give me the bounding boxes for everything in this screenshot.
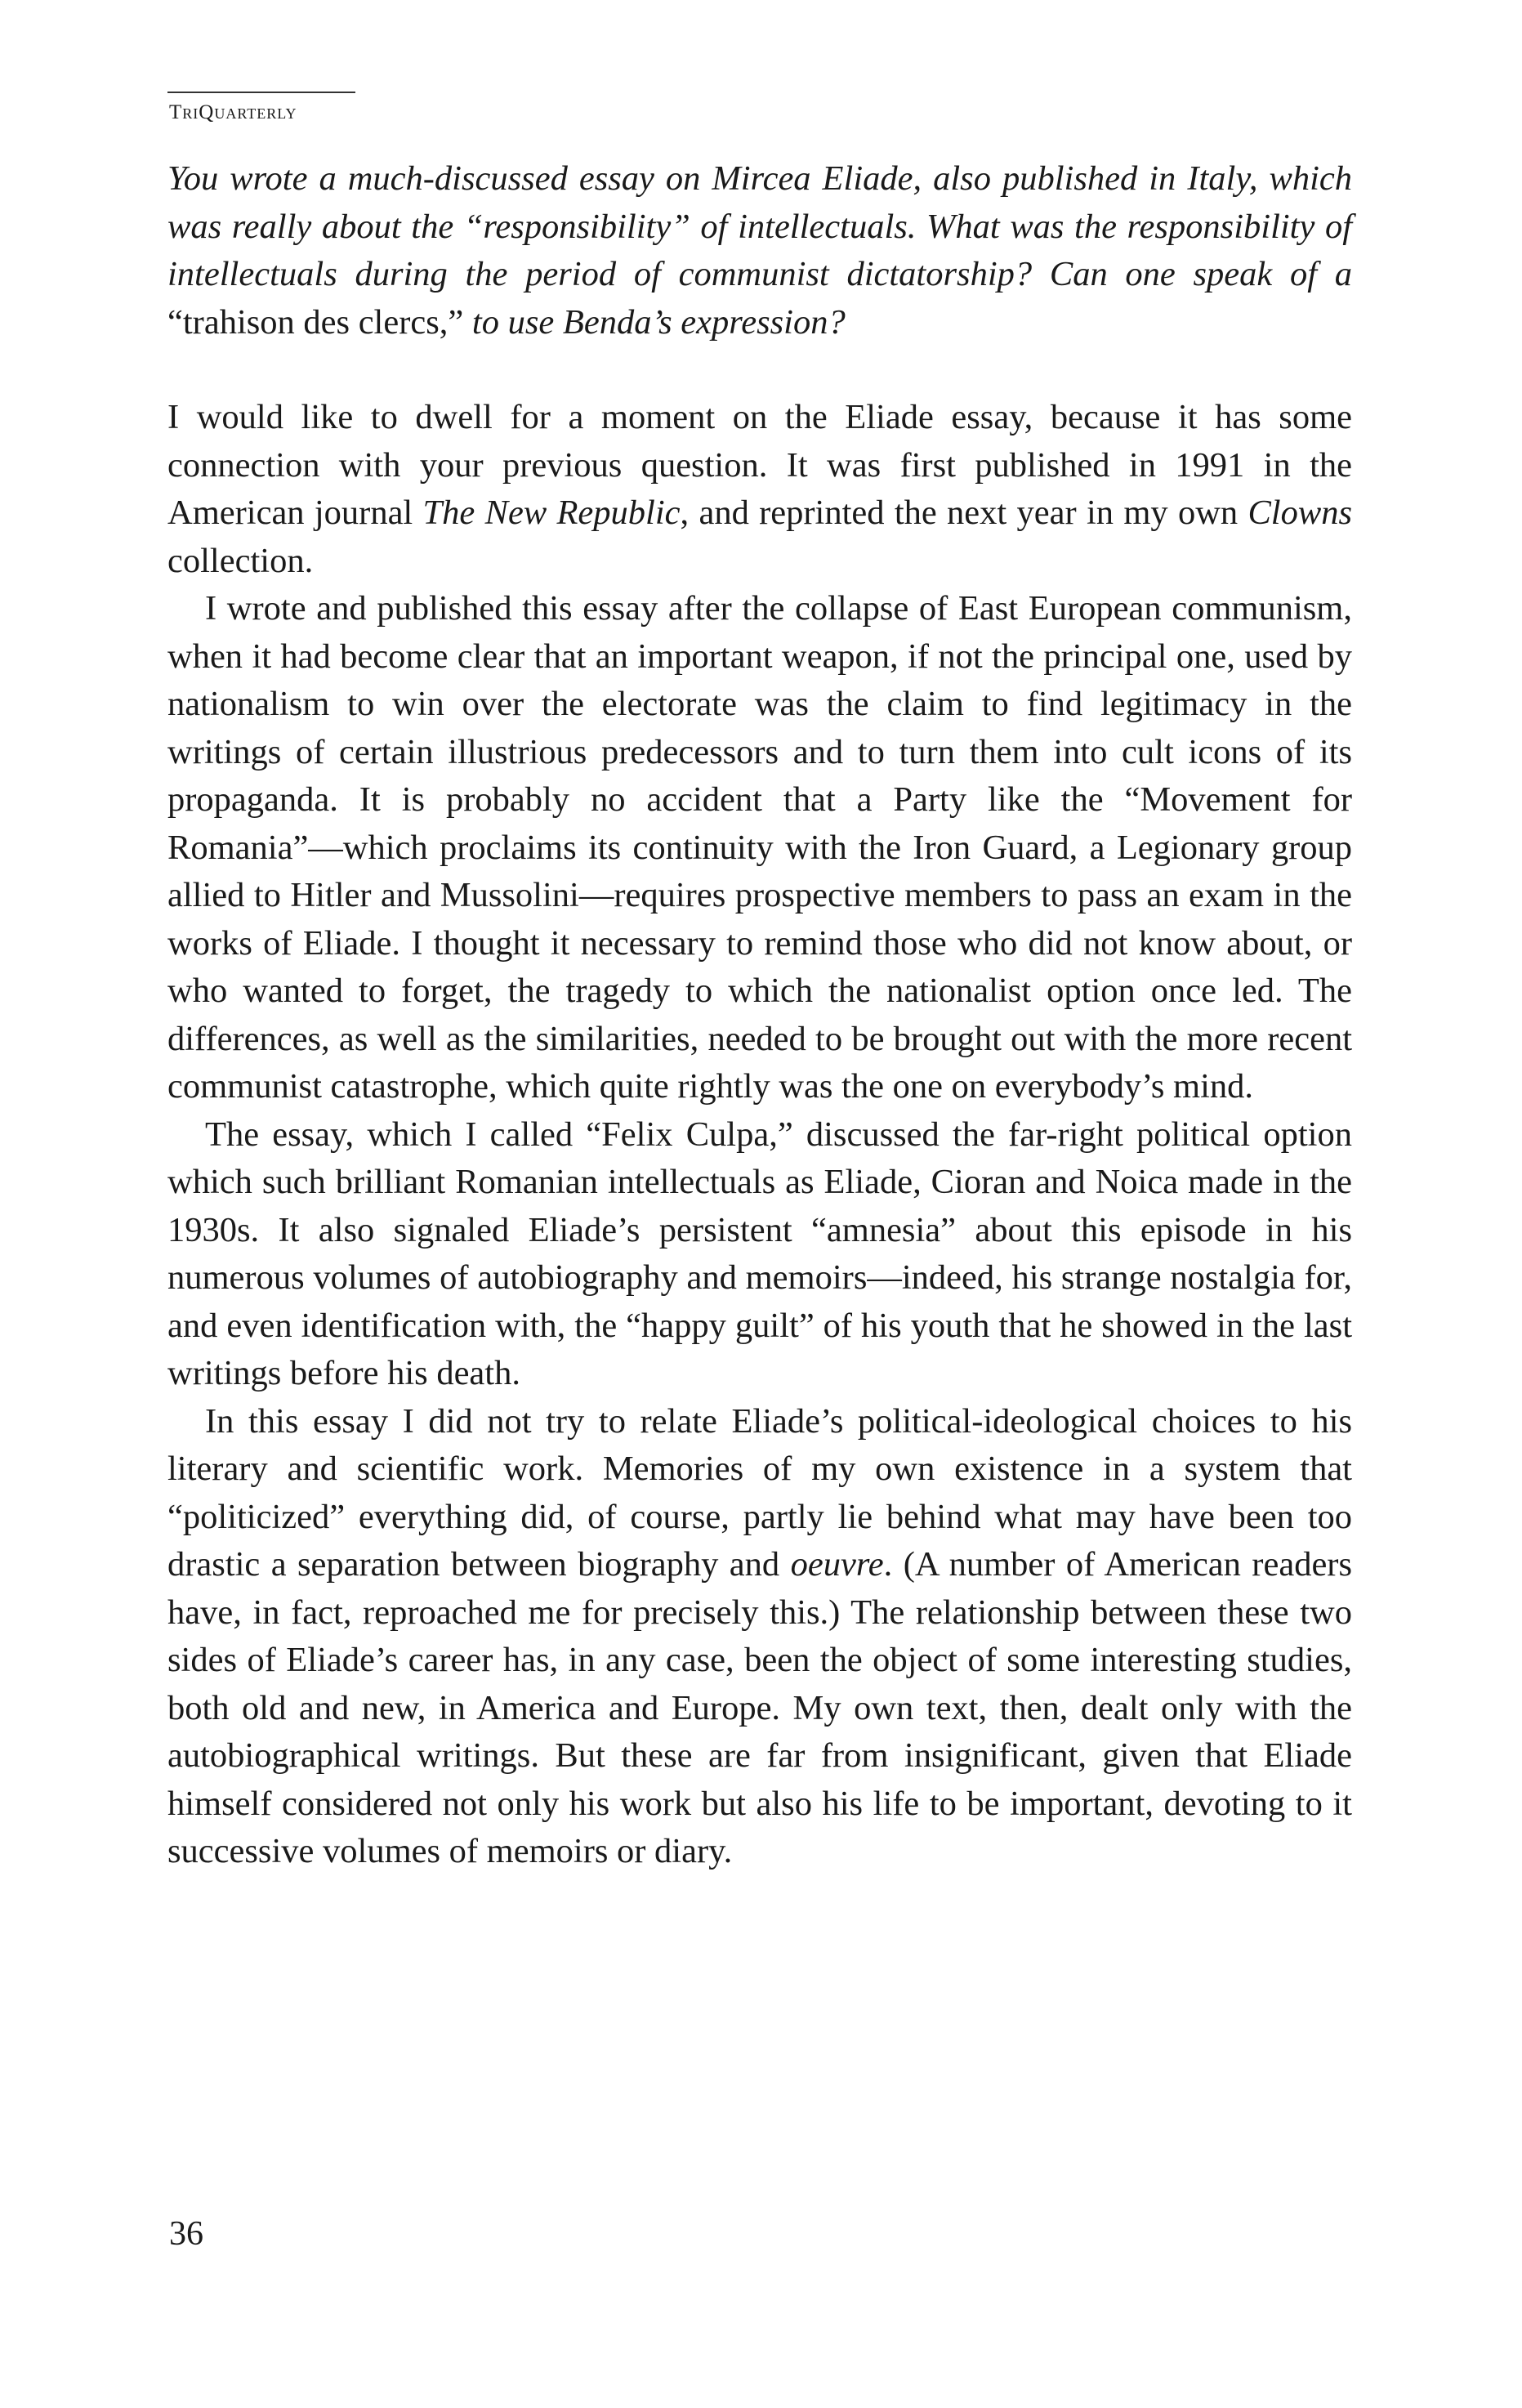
header-rule	[167, 92, 355, 93]
answer-paragraph-2: I wrote and published this essay after the collapse of East European communism, when it had become clear that an important weapon, if not the principal one, used by nationalism to win over the electorate was the claim to find legitimacy in the writings of certain illustrious predecessors and to turn them into cult icons of its propaganda. It is probably no accident that a Party like the “Movement for Romania”—which proclaims its continuity with the Iron Guard, a Legionary group allied to Hitler and Mussolini—requires prospective members to pass an exam in the works of Eliade. I thought it necessary to remind those who did not know about, or who wanted to forget, the tragedy to which the nationalist option once led. The differences, as well as the similarities, needed to be brought out with the more recent communist catastrophe, which quite rightly was the one on everybody’s mind.	[167, 589, 1352, 1106]
journal-title: The New Republic	[422, 494, 681, 532]
running-head: TriQuarterly	[169, 101, 297, 123]
answer-paragraph-3: The essay, which I called “Felix Culpa,” discussed the far-right political option which such brilliant Romanian intellectuals as Eliade, Cioran and Noica made in the 1930s. It also signaled Eliade’s persistent “amnesia” about this episode in his numerous volumes of autobiography and memoirs—indeed, his strange nostalgia for, and even identification with, the “happy guilt” of his youth that he showed in the last writings before his death.	[167, 1115, 1352, 1392]
answer-text: , and reprinted the next year in my own	[680, 494, 1248, 532]
answer-paragraph-4	[167, 1398, 1352, 1876]
question-text-1: You wrote a much-discussed essay on Mircea Eliade, also published in Italy, which was really about the “responsibility” of intellectuals. What was the responsibility of intellectuals during the period of communist dictatorship? Can one speak of a	[167, 159, 1352, 293]
answer-paragraph-1	[167, 394, 1352, 585]
interview-question	[167, 155, 1352, 346]
oeuvre-word: oeuvre	[790, 1545, 884, 1584]
answer-text: I would like to dwell for a moment on the Eliade essay, because it has some connection with your previous question. It was first published in 1991 in the American journal	[167, 398, 1352, 532]
question-text-2: to use Benda’s expression?	[463, 302, 846, 342]
question-quote: “trahison des clercs,”	[167, 302, 464, 342]
answer-text: . (A number of American readers have, in fact, reproached me for precisely this.) The relationship between these two sides of Eliade’s career has, in any case, been the object of some interesting studies, both old and new, in America and Europe. My own text, then, dealt only with the autobiographical writings. But these are far from insignificant, given that Eliade himself considered not only his work but also his life to be important, devoting to it successive volumes of memoirs or diary.	[167, 1545, 1352, 1870]
answer-text: In this essay I did not try to relate Eliade’s political-ideological choices to his literary and scientific work. Memories of my own existence in a system that “politicized” everything did, of course, partly lie behind what may have been too drastic a separation between biography and	[167, 1401, 1352, 1584]
answer-text: collection.	[167, 541, 314, 580]
page-number: 36	[169, 2215, 203, 2253]
book-title: Clowns	[1248, 494, 1352, 532]
page-body	[167, 155, 1352, 1876]
spacer	[167, 346, 1352, 394]
